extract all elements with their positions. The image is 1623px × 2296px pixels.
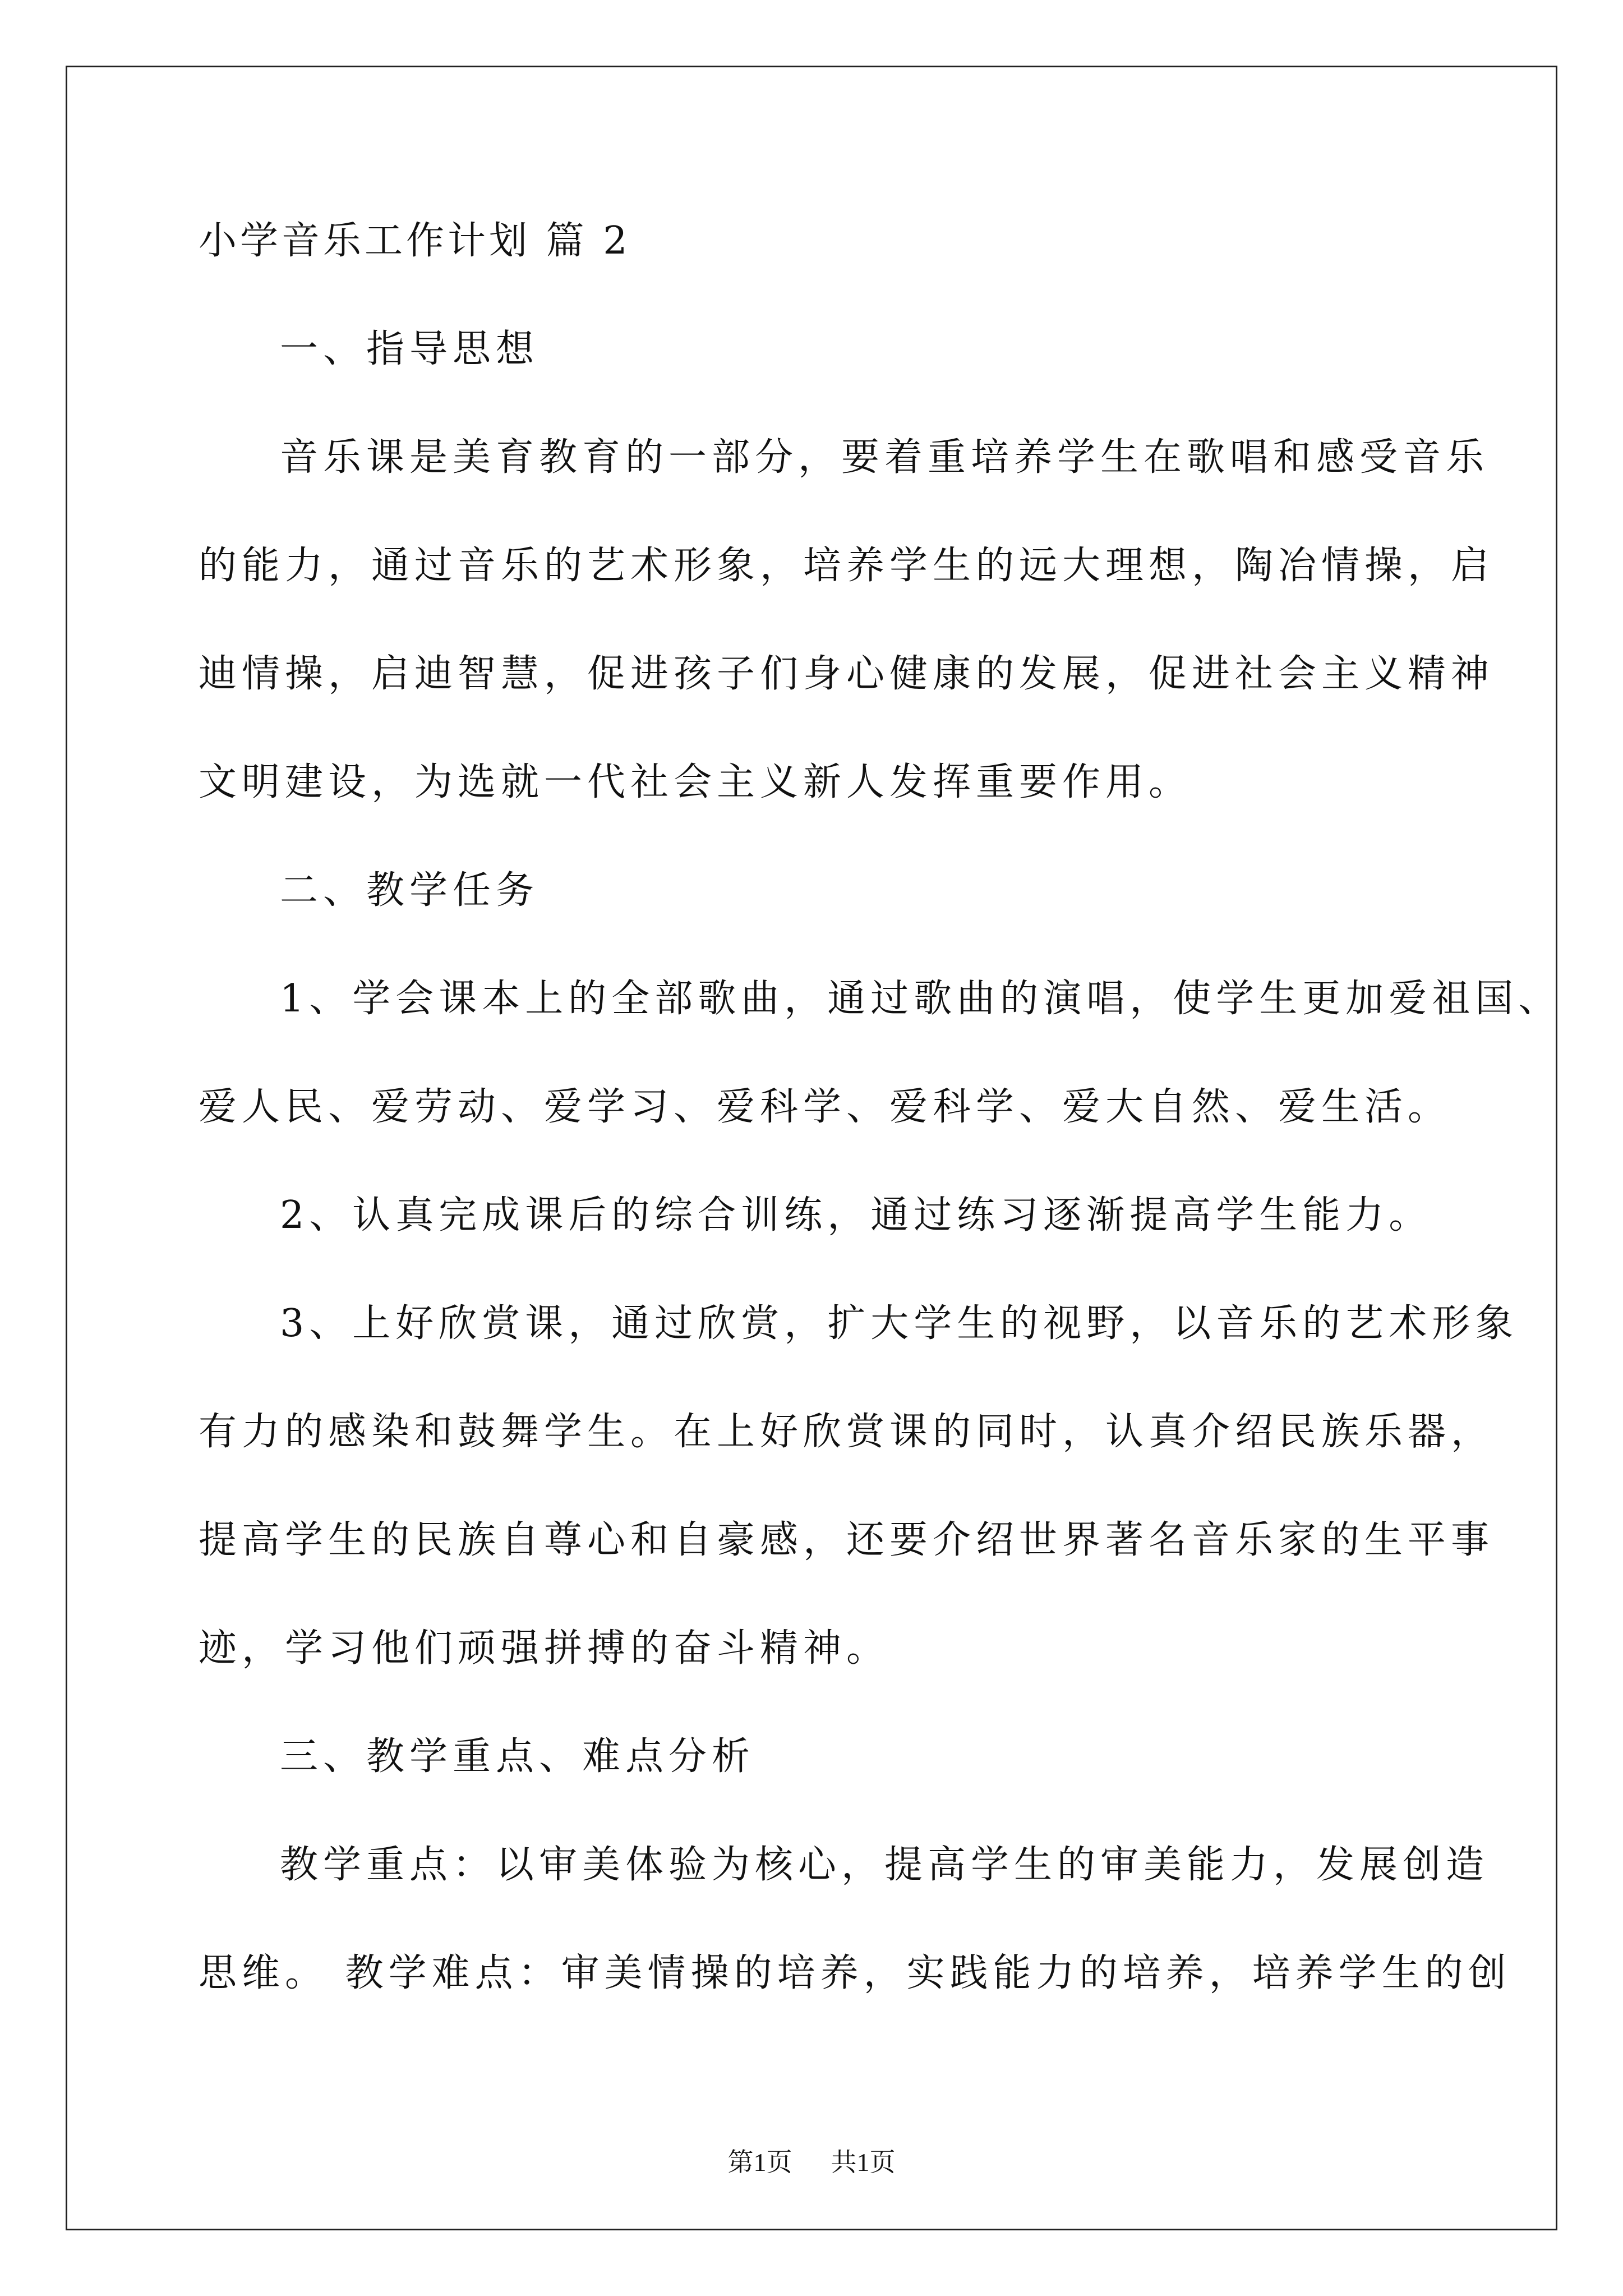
section-heading: 一、指导思想 <box>280 327 540 371</box>
paragraph-line: 1、学会课本上的全部歌曲，通过歌曲的演唱，使学生更加爱祖国、 <box>280 977 1562 1021</box>
paragraph-line: 迪情操，启迪智慧，促进孩子们身心健康的发展，促进社会主义精神 <box>199 652 1495 696</box>
page-total: 共1页 <box>831 2148 896 2177</box>
paragraph-line: 教学重点：以审美体验为核心，提高学生的审美能力，发展创造 <box>280 1843 1490 1887</box>
paragraph-line: 2、认真完成课后的综合训练，通过练习逐渐提高学生能力。 <box>280 1193 1432 1237</box>
paragraph-line: 3、上好欣赏课，通过欣赏，扩大学生的视野，以音乐的艺术形象 <box>280 1301 1519 1346</box>
section-heading: 二、教学任务 <box>280 868 540 913</box>
paragraph-line: 思维。 教学难点：审美情操的培养，实践能力的培养，培养学生的创 <box>199 1951 1511 1995</box>
paragraph-line: 爱人民、爱劳动、爱学习、爱科学、爱科学、爱大自然、爱生活。 <box>199 1085 1451 1129</box>
paragraph-line: 迹，学习他们顽强拼搏的奋斗精神。 <box>199 1626 890 1671</box>
page-number: 第1页 <box>727 2148 792 2177</box>
paragraph-line: 音乐课是美育教育的一部分，要着重培养学生在歌唱和感受音乐 <box>280 435 1490 480</box>
page-footer <box>0 2147 1623 2178</box>
paragraph-line: 的能力，通过音乐的艺术形象，培养学生的远大理想，陶冶情操，启 <box>199 544 1495 588</box>
paragraph-line: 文明建设，为选就一代社会主义新人发挥重要作用。 <box>199 760 1192 804</box>
paragraph-line: 有力的感染和鼓舞学生。在上好欣赏课的同时，认真介绍民族乐器， <box>199 1410 1495 1454</box>
document-title: 小学音乐工作计划 篇 2 <box>199 219 631 263</box>
page-border <box>66 66 1557 2230</box>
section-heading: 三、教学重点、难点分析 <box>280 1734 755 1779</box>
paragraph-line: 提高学生的民族自尊心和自豪感，还要介绍世界著名音乐家的生平事 <box>199 1518 1495 1562</box>
